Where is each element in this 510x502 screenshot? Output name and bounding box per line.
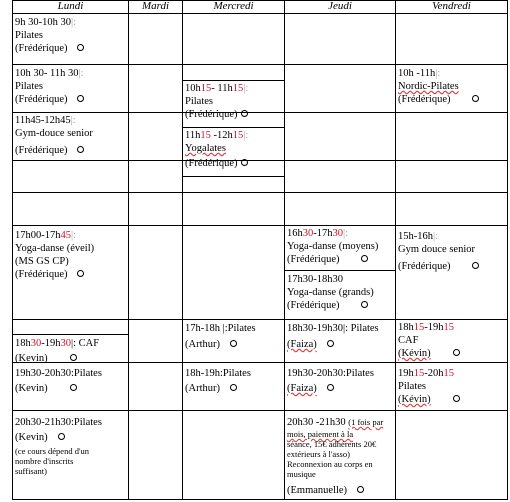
class-instructor: (Arthur) <box>185 383 220 394</box>
grid-line <box>12 499 508 500</box>
class-instructor: (Frédérique) <box>15 43 68 54</box>
grid-line <box>12 410 508 411</box>
class-name: Pilates <box>398 381 426 392</box>
class-instructor: (Frédérique) <box>15 145 68 156</box>
class-entry <box>185 129 248 170</box>
grid-line <box>284 0 285 500</box>
class-time: 16h <box>287 228 303 239</box>
note-line: musique <box>287 469 316 479</box>
class-time-highlight: 15 <box>443 322 454 333</box>
class-entry <box>15 67 84 106</box>
class-time: -19h <box>41 338 61 349</box>
separator: |: <box>435 68 441 79</box>
grid-line <box>182 127 284 128</box>
grid-line <box>12 112 508 113</box>
circle-icon <box>361 301 368 308</box>
class-name: Pilates <box>185 96 213 107</box>
class-time: 17h00-17h <box>15 230 61 241</box>
class-time: 18h <box>398 322 414 333</box>
grid-line <box>182 80 284 81</box>
class-entry <box>15 416 102 444</box>
class-time: 18h-19h:Pilates <box>185 368 251 379</box>
class-name: Pilates <box>15 81 43 92</box>
class-instructor: (Frédérique) <box>185 158 238 169</box>
circle-icon <box>77 44 84 51</box>
class-time: 17h30-18h30 <box>287 274 343 285</box>
class-time-highlight: 45 <box>60 230 71 241</box>
grid-line <box>128 0 129 500</box>
class-time-highlight: 15 <box>200 130 211 141</box>
grid-line <box>12 160 508 161</box>
note-line: Reconnexion au corps en <box>287 459 373 469</box>
separator: |: <box>433 231 439 242</box>
circle-icon <box>453 349 460 356</box>
note-line: nombre d'inscrits <box>15 456 74 466</box>
class-time: -17h <box>313 228 333 239</box>
note-line: séance, 15€ adhérents 20€ <box>287 439 377 449</box>
class-entry <box>15 114 93 157</box>
class-time: 19h30-20h30:Pilates <box>15 368 102 379</box>
class-name: CAF <box>398 335 419 346</box>
grid-line <box>182 0 183 500</box>
class-entry <box>287 416 383 429</box>
class-entry <box>398 67 479 106</box>
separator: |: <box>243 130 249 141</box>
class-time-highlight: 15 <box>232 130 244 141</box>
circle-icon <box>472 95 479 102</box>
class-time: 20h30-21h30:Pilates <box>15 417 102 428</box>
class-instructor: (Emmanuelle) <box>287 485 348 496</box>
class-time: 19h30-20h30:Pilates <box>287 368 374 379</box>
class-time: 11h45-12h45 <box>15 115 71 126</box>
class-time: 20h30 -21h30 <box>287 417 346 428</box>
class-time-highlight: 30 <box>302 228 314 239</box>
class-entry <box>287 484 364 497</box>
day-header-thursday: Jeudi <box>328 0 352 12</box>
circle-icon <box>77 95 84 102</box>
day-header-tuesday: Mardi <box>141 0 170 12</box>
note-line: (ce cours dépend d'un <box>15 446 89 456</box>
class-time-highlight: 15 <box>413 368 425 379</box>
grid-line <box>284 270 395 271</box>
circle-icon <box>70 354 77 361</box>
class-name: Yoga-danse (moyens) <box>287 241 379 252</box>
class-time: -20h <box>424 368 444 379</box>
class-entry <box>15 229 94 281</box>
class-time-highlight: 15 <box>232 83 244 94</box>
circle-icon <box>230 384 237 391</box>
class-entry <box>398 367 460 406</box>
class-entry <box>185 367 251 395</box>
separator: |: <box>343 228 349 239</box>
class-entry <box>287 227 378 266</box>
class-instructor: (Faiza) <box>287 339 317 350</box>
circle-icon <box>230 340 237 347</box>
day-header-wednesday: Mercredi <box>213 0 254 12</box>
class-entry <box>398 230 479 273</box>
separator: |: <box>70 115 76 126</box>
class-name: Yoga-danse (grands) <box>287 287 374 298</box>
circle-icon <box>357 486 364 493</box>
grid-line <box>12 192 508 193</box>
circle-icon <box>241 159 248 166</box>
class-time: - 11h <box>211 83 233 94</box>
class-instructor: (Kévin) <box>398 348 431 359</box>
class-name: Nordic-Pilates <box>398 81 459 92</box>
grid-line <box>12 13 508 14</box>
class-instructor: (Frédérique) <box>185 109 238 120</box>
circle-icon <box>361 255 368 262</box>
class-time: 17h-18h |:Pilates <box>185 323 256 334</box>
class-name: Gym-douce senior <box>15 128 93 139</box>
class-time: 10h 30- 11h 30 <box>15 68 79 79</box>
grid-line <box>395 0 396 500</box>
circle-icon <box>70 384 77 391</box>
class-instructor: (Frédérique) <box>287 254 340 265</box>
class-instructor: (Frédérique) <box>398 261 451 272</box>
class-name: Yogalates <box>185 143 226 154</box>
class-entry <box>185 82 248 121</box>
class-instructor: (Kévin) <box>398 394 431 405</box>
circle-icon <box>327 384 334 391</box>
class-note <box>15 446 125 476</box>
class-time: 19h <box>398 368 414 379</box>
class-instructor: (Kevin) <box>15 432 48 443</box>
class-name: |: CAF <box>71 338 100 349</box>
circle-icon <box>327 340 334 347</box>
class-instructor: (Frédérique) <box>287 300 340 311</box>
class-instructor: (Frédérique) <box>398 94 451 105</box>
class-time: 18h30-19h30|: Pilates <box>287 323 379 334</box>
class-time: 18h <box>15 338 31 349</box>
note-line: extérieurs à l'asso) <box>287 449 350 459</box>
day-header-friday: Vendredi <box>432 0 471 12</box>
circle-icon <box>58 433 65 440</box>
circle-icon <box>77 146 84 153</box>
grid-line <box>182 176 284 177</box>
grid-line <box>12 319 508 320</box>
class-time: 9h 30-10h 30 <box>15 17 71 28</box>
day-header-monday: Lundi <box>57 0 84 12</box>
circle-icon <box>77 270 84 277</box>
class-name: Gym douce senior <box>398 244 475 255</box>
class-instructor: (Frédérique) <box>15 94 68 105</box>
class-time: -19h <box>424 322 444 333</box>
class-level: (MS GS CP) <box>15 256 69 267</box>
class-entry <box>287 273 374 312</box>
note-line: (1 fois par <box>348 417 384 427</box>
class-entry <box>15 16 84 55</box>
class-entry <box>287 322 379 351</box>
class-time-highlight: 30 <box>30 338 42 349</box>
note-line: suffisant) <box>15 466 47 476</box>
circle-icon <box>241 110 248 117</box>
class-instructor: (Kevin) <box>15 353 48 364</box>
grid-line <box>12 334 128 335</box>
class-instructor: (Arthur) <box>185 339 220 350</box>
class-instructor: (Frédérique) <box>15 269 68 280</box>
class-entry <box>15 337 99 365</box>
class-entry <box>185 322 256 351</box>
separator: |: <box>78 68 84 79</box>
class-name: Pilates <box>15 30 43 41</box>
class-time-highlight: 30 <box>60 338 71 349</box>
separator: |: <box>243 83 249 94</box>
separator: |: <box>71 230 77 241</box>
class-entry <box>15 367 102 395</box>
class-instructor: (Kevin) <box>15 383 48 394</box>
circle-icon <box>472 262 479 269</box>
class-time: 10h -11h <box>398 68 436 79</box>
class-note <box>287 429 393 479</box>
class-time: 10h <box>185 83 201 94</box>
class-time: 11h <box>185 130 201 141</box>
class-entry <box>287 367 374 395</box>
class-time: -12h <box>210 130 233 141</box>
grid-line <box>12 225 508 226</box>
grid-line <box>507 0 508 500</box>
class-name: Yoga-danse (éveil) <box>15 243 95 254</box>
class-time-highlight: 15 <box>413 322 425 333</box>
class-entry <box>398 321 460 360</box>
note-line: mois, paiement à la <box>287 429 354 439</box>
class-time-highlight: 15 <box>443 368 454 379</box>
separator: |: <box>71 17 77 28</box>
grid-line <box>12 0 13 500</box>
grid-line <box>12 64 508 65</box>
class-time-highlight: 30 <box>332 228 343 239</box>
class-instructor: (Faiza) <box>287 383 317 394</box>
circle-icon <box>453 395 460 402</box>
class-time-highlight: 15 <box>200 83 212 94</box>
class-time: 15h-16h <box>398 231 433 242</box>
